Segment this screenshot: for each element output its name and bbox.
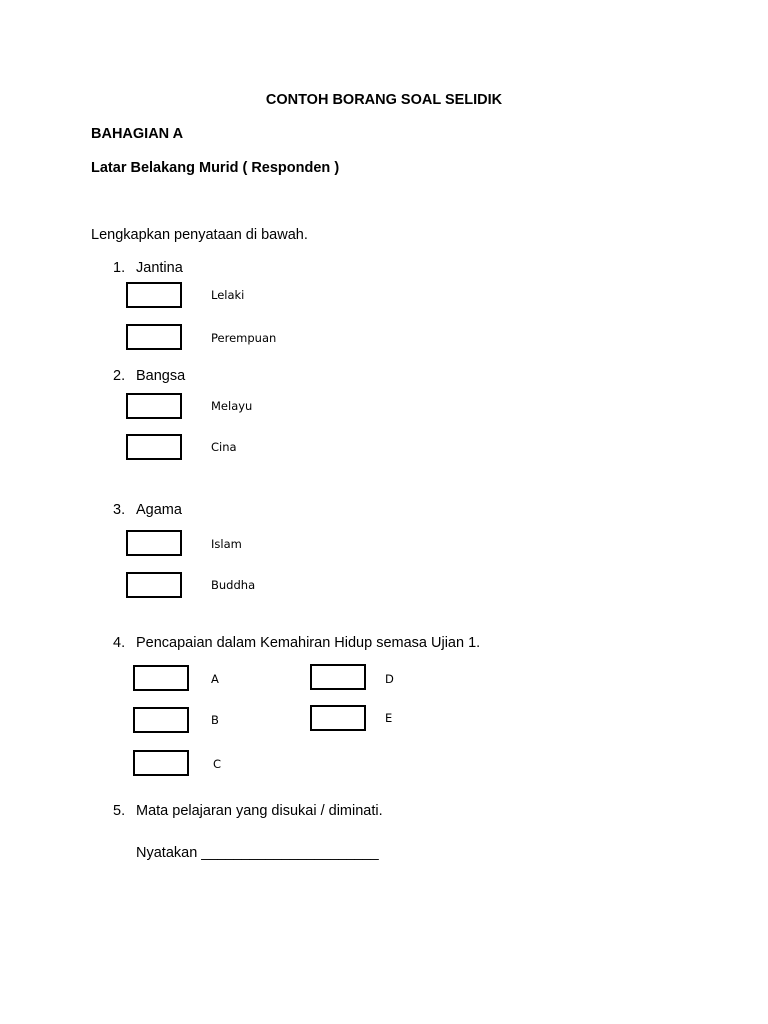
checkbox-cina[interactable]	[126, 434, 182, 460]
checkbox-buddha[interactable]	[126, 572, 182, 598]
checkbox-lelaki[interactable]	[126, 282, 182, 308]
question-1-text: Jantina	[136, 260, 183, 276]
question-5-number: 5.	[113, 803, 126, 819]
section-heading: BAHAGIAN A	[91, 126, 184, 142]
question-1-number: 1.	[113, 260, 126, 276]
checkbox-grade-a[interactable]	[133, 665, 189, 691]
checkbox-perempuan[interactable]	[126, 324, 182, 350]
document-title: CONTOH BORANG SOAL SELIDIK	[265, 92, 503, 108]
checkbox-melayu[interactable]	[126, 393, 182, 419]
question-5-text: Mata pelajaran yang disukai / diminati.	[136, 803, 383, 819]
option-label-grade-b: B	[211, 713, 219, 727]
question-4-text: Pencapaian dalam Kemahiran Hidup semasa Ujian 1.	[136, 635, 481, 651]
instruction-text: Lengkapkan penyataan di bawah.	[91, 227, 308, 243]
question-4-number: 4.	[113, 635, 126, 651]
option-label-perempuan: Perempuan	[211, 331, 277, 345]
question-3-text: Agama	[136, 502, 182, 518]
checkbox-grade-d[interactable]	[310, 664, 366, 690]
option-label-cina: Cina	[211, 440, 237, 454]
option-label-lelaki: Lelaki	[211, 288, 245, 302]
checkbox-grade-e[interactable]	[310, 705, 366, 731]
option-label-grade-c: C	[213, 757, 222, 771]
option-label-melayu: Melayu	[211, 399, 253, 413]
option-label-buddha: Buddha	[211, 578, 256, 592]
checkbox-islam[interactable]	[126, 530, 182, 556]
option-label-grade-d: D	[385, 672, 394, 686]
answer-line[interactable]: Nyatakan ______________________	[136, 845, 379, 861]
checkbox-grade-c[interactable]	[133, 750, 189, 776]
option-label-grade-e: E	[385, 711, 393, 725]
checkbox-grade-b[interactable]	[133, 707, 189, 733]
question-2-text: Bangsa	[136, 368, 186, 384]
question-2-number: 2.	[113, 368, 126, 384]
option-label-islam: Islam	[211, 537, 242, 551]
question-3-number: 3.	[113, 502, 126, 518]
section-subtitle: Latar Belakang Murid ( Responden )	[91, 160, 340, 176]
option-label-grade-a: A	[211, 672, 219, 686]
